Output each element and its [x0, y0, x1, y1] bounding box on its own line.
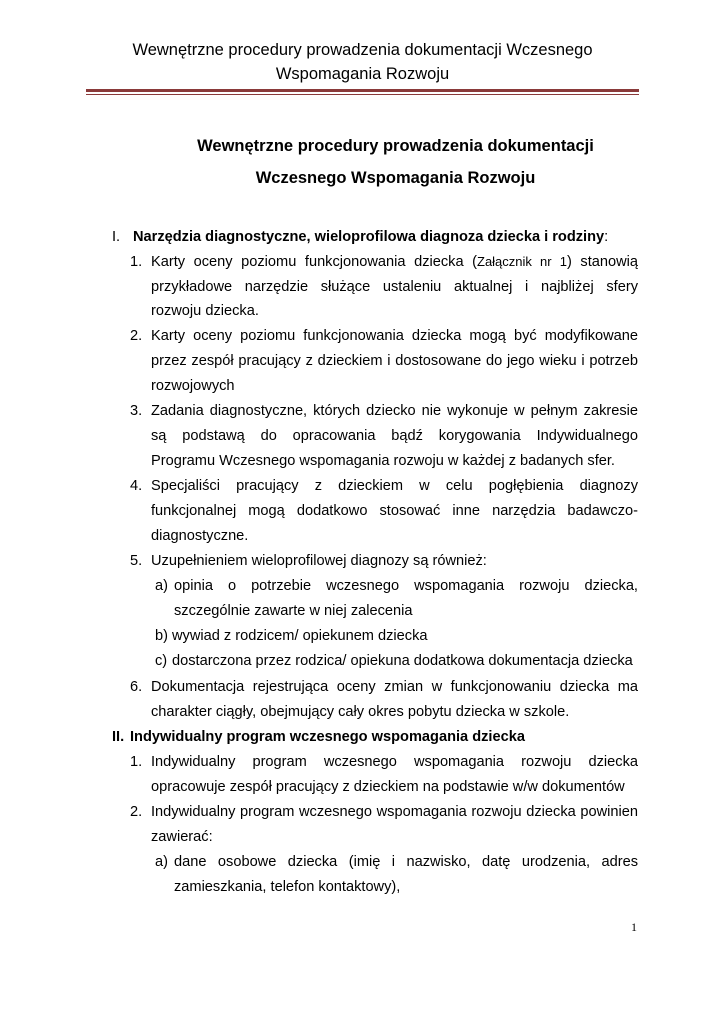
- list-item-text: zawierać:: [151, 829, 213, 845]
- list-item-text: funkcjonalnej mogą dodatkowo stosować inne narzędzia badawczo-: [151, 503, 638, 519]
- list-number: 2.: [130, 804, 143, 820]
- list-item-text: Specjaliści pracujący z dzieckiem w celu pogłębienia diagnozy: [151, 478, 638, 494]
- list-item-text: Indywidualny program wczesnego wspomagania rozwoju dziecka: [151, 754, 638, 770]
- sub-item-mark: a): [155, 578, 168, 594]
- list-item-text: rozwojowych: [151, 378, 235, 394]
- list-item-text: diagnostyczne.: [151, 528, 249, 544]
- list-number: 3.: [130, 403, 143, 419]
- list-item-text: Indywidualny program wczesnego wspomagania rozwoju dziecka powinien: [151, 804, 638, 820]
- list-number: 1.: [130, 254, 143, 270]
- sub-item-text: szczególnie zawarte w niej zalecenia: [174, 603, 413, 619]
- list-item-text: rozwoju dziecka.: [151, 303, 259, 319]
- header-rule: [86, 89, 639, 92]
- sub-item-mark: a): [155, 854, 168, 870]
- list-item-text: przez zespół pracujący z dzieckiem i dostosowane do jego wieku i potrzeb: [151, 353, 638, 369]
- list-item-text: Programu Wczesnego wspomagania rozwoju w każdej z badanych sfer.: [151, 453, 615, 469]
- list-number: 6.: [130, 679, 143, 695]
- list-number: 1.: [130, 754, 143, 770]
- list-item-text: charakter ciągły, obejmujący cały okres pobytu dziecka w szkole.: [151, 704, 570, 720]
- section2-heading: Indywidualny program wczesnego wspomagania dziecka: [130, 729, 525, 745]
- section1-heading-suffix: :: [604, 229, 609, 245]
- document-title-line1: Wewnętrzne procedury prowadzenia dokumentacji: [197, 137, 594, 155]
- list-item-text-part: ) stanowią: [566, 254, 639, 270]
- list-item-text: Uzupełnieniem wieloprofilowej diagnozy są również:: [151, 553, 487, 569]
- sub-item-text: wywiad z rodzicem/ opiekunem dziecka: [172, 628, 428, 644]
- sub-item-text: dane osobowe dziecka (imię i nazwisko, datę urodzenia, adres: [174, 854, 638, 870]
- section1-heading: [133, 227, 608, 247]
- list-item-text-part: Karty oceny poziomu funkcjonowania dziecka (: [151, 254, 477, 270]
- list-item-text: Zadania diagnostyczne, których dziecko nie wykonuje w pełnym zakresie: [151, 403, 638, 419]
- list-item-text: opracowuje zespół pracujący z dzieckiem na podstawie w/w dokumentów: [151, 779, 625, 795]
- list-number: 2.: [130, 328, 143, 344]
- section1-heading-text: Narzędzia diagnostyczne, wieloprofilowa diagnoza dziecka i rodziny: [133, 229, 605, 245]
- section1-numeral: I.: [112, 229, 121, 245]
- sub-item-text: dostarczona przez rodzica/ opiekuna dodatkowa dokumentacja dziecka: [172, 653, 633, 669]
- list-item-text: Dokumentacja rejestrująca oceny zmian w funkcjonowaniu dziecka ma: [151, 679, 638, 695]
- list-number: 4.: [130, 478, 143, 494]
- list-item-text: [151, 252, 638, 272]
- list-number: 5.: [130, 553, 143, 569]
- header-rule-thin: [86, 94, 639, 95]
- sub-item-mark: c): [155, 653, 168, 669]
- attachment-reference: Załącznik nr 1: [477, 254, 567, 269]
- sub-item-text: zamieszkania, telefon kontaktowy),: [174, 879, 401, 895]
- running-header-line1: Wewnętrzne procedury prowadzenia dokumentacji Wczesnego: [132, 41, 593, 59]
- list-item-text: Karty oceny poziomu funkcjonowania dziecka mogą być modyfikowane: [151, 328, 638, 344]
- sub-item-mark: b): [155, 628, 168, 644]
- page-number: 1: [631, 920, 637, 934]
- sub-item-text: opinia o potrzebie wczesnego wspomagania rozwoju dziecka,: [174, 578, 638, 594]
- section2-numeral: II.: [112, 729, 125, 745]
- document-title-line2: Wczesnego Wspomagania Rozwoju: [255, 169, 536, 187]
- running-header-line2: Wspomagania Rozwoju: [275, 65, 450, 83]
- list-item-text: przykładowe narzędzie służące ustaleniu aktualnej i najbliżej sfery: [151, 279, 638, 295]
- list-item-text: są podstawą do opracowania bądź korygowania Indywidualnego: [151, 428, 638, 444]
